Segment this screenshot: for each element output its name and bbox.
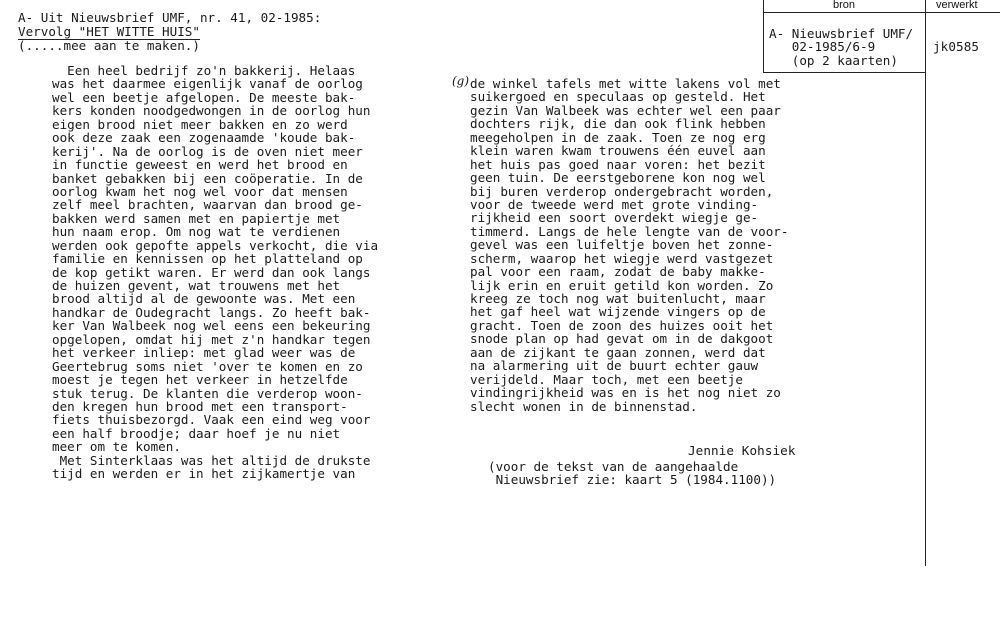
text-line: banket gebakken bij een coöperatie. In de (52, 170, 363, 186)
text-line: klein waren kwam trouwens één euvel aan (470, 143, 766, 159)
text-line: oorlog kwam het nog wel voor dat mensen (52, 183, 348, 199)
text-line: meegeholpen in de zaak. Toen ze nog erg (470, 129, 766, 145)
bron-label: bron (833, 0, 856, 11)
verwerkt-column-rule (925, 0, 926, 566)
text-line: het gaf heel wat wijzende vingers op de (470, 304, 766, 320)
text-line: dochters rijk, die dan ook flink hebben (470, 116, 766, 132)
omission-note: (.....mee aan te maken.) (18, 38, 200, 53)
subtitle (18, 24, 200, 39)
verwerkt-label: verwerkt (936, 0, 978, 11)
text-line: brood altijd al de gewoonte was. Met een (52, 291, 356, 307)
verwerkt-value: jk0585 (933, 39, 980, 54)
box-left-rule (763, 0, 764, 72)
text-line: tijd en werden er in het zijkamertje van (52, 466, 356, 482)
text-line: aan de zijkant te gaan zonnen, werd dat (470, 344, 766, 360)
text-line: was het daarmee eigenlijk vanaf de oorlog (52, 76, 363, 92)
left-text-column (52, 64, 378, 481)
author-signature: Jennie Kohsiek (688, 443, 796, 458)
bron-line: A- Nieuwsbrief UMF/ (769, 26, 914, 41)
text-line: gevel was een luifeltje boven het zonne- (470, 237, 774, 253)
text-line: fiets thuisbezorgd. Vaak een eind weg voor (52, 412, 371, 428)
box-bottom-rule (763, 72, 926, 73)
text-line: wel een beetje afgelopen. De meeste bak- (52, 89, 356, 105)
text-line: Geertebrug soms niet 'over te komen en zo (52, 358, 363, 374)
text-line: ook deze zaak een zogenaamde 'koude bak- (52, 130, 356, 146)
text-line: in functie geweest en werd het brood en (52, 157, 348, 173)
text-line: ker Van Walbeek nog wel eens een bekeuring (52, 318, 371, 334)
text-line: pal voor een raam, zodat de baby makke- (470, 264, 766, 280)
text-line: voor de tweede werd met grote vinding- (470, 196, 759, 212)
text-line: bakken werd samen met en papiertje met (52, 210, 341, 226)
note-line: Nieuwsbrief zie: kaart 5 (1984.1100)) (488, 472, 777, 488)
bron-line: (op 2 kaarten) (769, 52, 898, 68)
note-line: (voor de tekst van de aangehaalde (488, 459, 739, 474)
box-header-rule (763, 12, 1000, 13)
text-line: eigen brood niet meer bakken en zo werd (52, 116, 348, 132)
text-line: familie en kennissen op het platteland op (52, 251, 363, 267)
text-line: gracht. Toen de zoon des huizes ooit het (470, 317, 774, 333)
text-line: Een heel bedrijf zo'n bakkerij. Helaas (52, 63, 356, 78)
text-line: het huis pas goed naar voren: het bezit (470, 156, 766, 172)
text-line: Met Sinterklaas was het altijd de drukste (52, 452, 371, 468)
text-line: snode plan op had gevat om in de dakgoot (470, 331, 774, 347)
text-line: het verkeer inliep: met glad weer was de (52, 345, 356, 361)
text-line: bij buren verderop ondergebracht worden, (470, 183, 774, 199)
text-line: rijkheid een soort overdekt wiegje ge- (470, 210, 759, 226)
text-line: vindingrijkheid was en is het nog niet zo (470, 385, 781, 401)
text-line: een half broodje; daar hoef je nu niet (52, 425, 341, 441)
text-line: moest je tegen het verkeer in hetzelfde (52, 372, 348, 388)
subtitle-text: Vervolg "HET WITTE HUIS" (18, 24, 200, 39)
text-line: timmerd. Langs de hele lengte van de voor- (470, 223, 789, 239)
page-marker: (g) (452, 74, 470, 88)
text-line: scherm, waarop het wiegje werd vastgezet (470, 250, 774, 266)
text-line: lijk erin en eruit getild kon worden. Zo (470, 277, 774, 293)
text-line: stuk terug. De klanten die verderop woon- (52, 385, 363, 401)
text-line: werden ook gepofte appels verkocht, die via (52, 237, 379, 253)
text-line: kers konden noodgedwongen in de oorlog hun (52, 103, 371, 119)
text-line: suikergoed en speculaas op gesteld. Het (470, 89, 766, 105)
right-text-column (470, 77, 788, 413)
source-heading: A- Uit Nieuwsbrief UMF, nr. 41, 02-1985: (18, 10, 322, 25)
text-line: kerij'. Na de oorlog is de oven niet meer (52, 143, 363, 159)
text-line: opgelopen, omdat hij met z'n handkar tegen (52, 331, 371, 347)
reference-note (488, 460, 776, 487)
text-line: na alarmering uit de buurt echter gauw (470, 358, 759, 374)
text-line: gezin Van Walbeek was echter wel een paar (470, 102, 781, 118)
text-line: kreeg ze toch nog wat buitenlucht, maar (470, 291, 766, 306)
bron-line: 02-1985/6-9 (769, 39, 876, 55)
bron-block (769, 27, 913, 67)
text-line: handkar de Oudegracht langs. Zo heeft bak- (52, 304, 371, 320)
text-line: geen tuin. De eerstgeborene kon nog wel (470, 170, 766, 186)
text-line: zelf meel brachten, waarvan dan brood ge- (52, 197, 363, 213)
text-line: slecht wonen in de binnenstad. (470, 398, 698, 414)
text-line: verijdeld. Maar toch, met een beetje (470, 371, 743, 387)
text-line: den kregen hun brood met een transport- (52, 398, 348, 414)
text-line: de kop getikt waren. Er werd dan ook langs (52, 264, 371, 280)
text-line: hun naam erop. Om nog wat te verdienen (52, 224, 341, 240)
text-line: meer om te komen. (52, 439, 181, 455)
text-line: de huizen gevent, wat trouwens met het (52, 278, 341, 293)
text-line: de winkel tafels met witte lakens vol met (470, 76, 781, 91)
